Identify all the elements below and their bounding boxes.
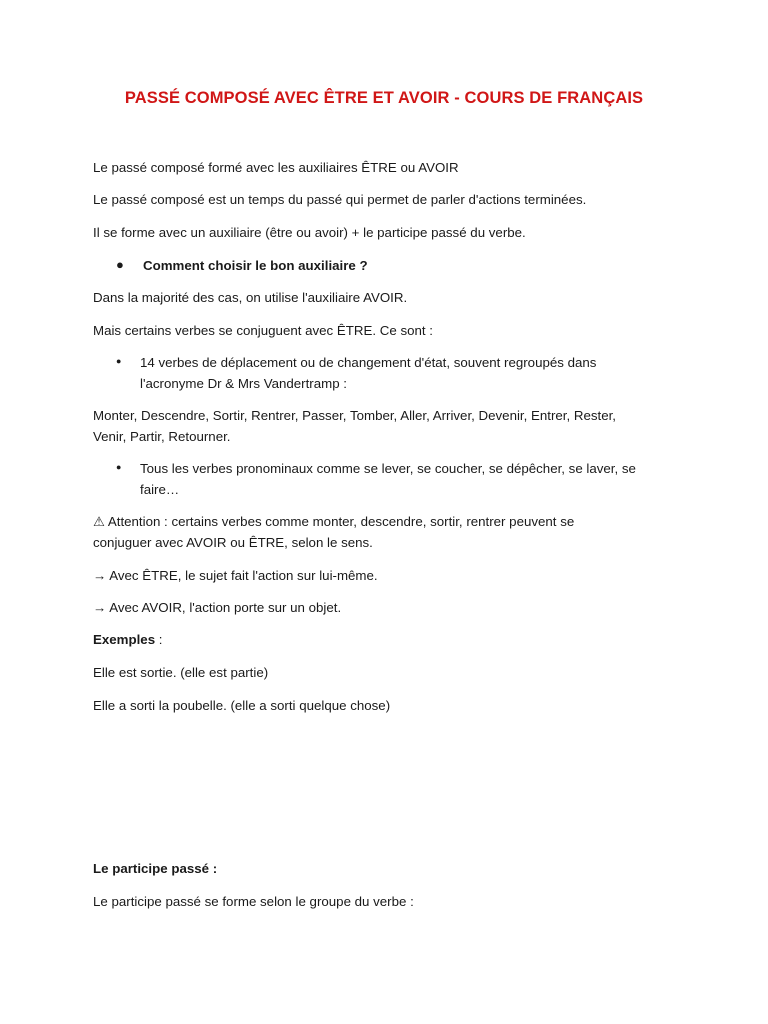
intro-line-2: Le passé composé est un temps du passé qui permet de parler d'actions terminées. [93,192,587,207]
bullet-verbs-line-2: l'acronyme Dr & Mrs Vandertramp : [140,376,347,391]
bullet-verbs-line-1: 14 verbes de déplacement ou de changement d'état, souvent regroupés dans [140,355,597,370]
verbs-list-line-1: Monter, Descendre, Sortir, Rentrer, Passer, Tomber, Aller, Arriver, Devenir, Entrer, Rester, [93,408,616,423]
examples-colon: : [155,632,163,647]
choice-line-1: Dans la majorité des cas, on utilise l'auxiliaire AVOIR. [93,290,408,305]
verbs-list-line-2: Venir, Partir, Retourner. [93,429,231,444]
bullet-dot-icon: ● [116,356,122,366]
bullet-heading: Comment choisir le bon auxiliaire ? [143,258,368,273]
attention-line-1: ⚠ Attention : certains verbes comme monter, descendre, sortir, rentrer peuvent se [93,514,575,529]
participe-text: Le participe passé se forme selon le groupe du verbe : [93,894,414,909]
bullet-dot-icon: ● [116,462,122,472]
intro-line-3: Il se forme avec un auxiliaire (être ou avoir) + le participe passé du verbe. [93,225,526,240]
attention-line-2: conjuguer avec AVOIR ou ÊTRE, selon le sens. [93,535,373,550]
bullet-pronominal-line-2: faire… [140,482,180,497]
bullet-dot-icon: ● [116,257,124,272]
arrow-avoir-line: → Avec AVOIR, l'action porte sur un objet. [93,600,342,615]
page-title: PASSÉ COMPOSÉ AVEC ÊTRE ET AVOIR - COURS DE FRANÇAIS [124,89,644,107]
example-2: Elle a sorti la poubelle. (elle a sorti quelque chose) [93,698,391,713]
examples-heading [93,629,683,650]
bullet-pronominal-line-1: Tous les verbes pronominaux comme se lever, se coucher, se dépêcher, se laver, se [140,461,636,476]
examples-label: Exemples [93,632,156,647]
participe-heading: Le participe passé : [93,861,218,876]
arrow-etre-line: → Avec ÊTRE, le sujet fait l'action sur lui-même. [93,568,378,583]
example-1: Elle est sortie. (elle est partie) [93,665,269,680]
choice-line-2: Mais certains verbes se conjuguent avec ÊTRE. Ce sont : [93,323,433,338]
intro-line-1: Le passé composé formé avec les auxiliaires ÊTRE ou AVOIR [93,160,459,175]
